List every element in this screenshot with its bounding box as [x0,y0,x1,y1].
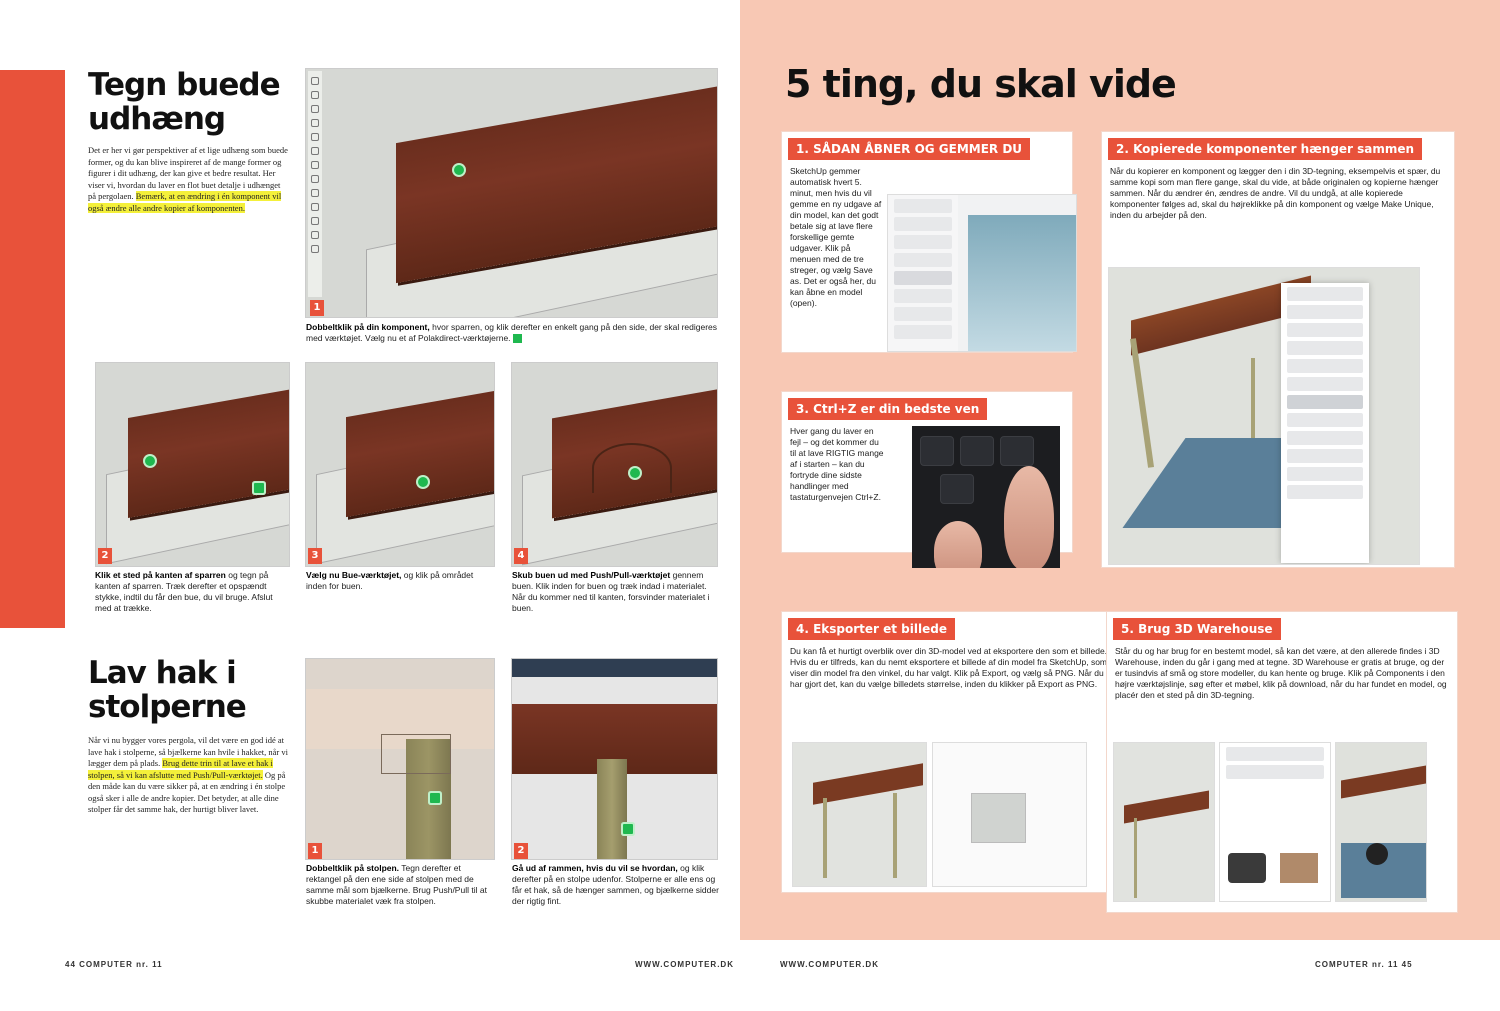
screenshot-step-2 [95,362,290,567]
accent-bar [0,70,65,628]
step3-caption: Vælg nu Bue-værktøjet, og klik på området inden for buen. [306,570,474,591]
keyboard-photo [912,426,1060,568]
footer-url-right: WWW.COMPUTER.DK [780,960,879,969]
tip-text: Når du kopierer en komponent og lægger den i din 3D-tegning, eksempelvis et spær, du samme kopi som man flere gange, skal du vide, at både originalen og kopierne hænger sammen. Når du ændrer én, ændres de andre. Vil du undgå, at alle kopierede komponenter følges ad, skal du højreklikke på din komponent og vælge Make Unique, inden du arbejder på den. [1110,166,1441,220]
step2-caption: Klik et sted på kanten af sparren og tegn på kanten af sparren. Træk derefter et opspændt stykke, indtil du får den bue, du vil bruge. Afslut med at trække. [95,570,273,613]
tip-card-3 [782,392,1072,552]
intro-text: Det er her vi gør perspektiver af et lige udhæng som buede former, og du kan blive inspireret af de mange former og figurer i dit udhæng, der kan give et bedre resultat. Her viser vi, hvordan du laver en flot buet detalje i udhænget på pergolaen. [88,145,288,201]
export-screenshot-dialog [932,742,1087,887]
tip-title: 3. Ctrl+Z er din bedste ven [788,398,987,420]
green-marker [454,165,464,175]
screenshot-step-3 [305,362,495,567]
warehouse-screenshot-result [1335,742,1427,902]
post-step1-caption: Dobbeltklik på stolpen. Tegn derefter et rektangel på den ene side af stolpen med de samme mål som bjælkerne. Brug Push/Pull til at skubbe materialet væk fra stolpen. [306,863,487,906]
section-title-notches: Lav hak i stolperne [88,655,246,725]
tip-text: Du kan få et hurtigt overblik over din 3D-model ved at eksportere den som et billede. Hvis du er tilfreds, kan du nemt eksportere et billede af din model fra SketchUp, som viser din model fra den vinkel, du har valgt. Klik på Export, og vælg så PNG. Når du har gjort det, kan du vælge billedets størrelse, inden du klikker på Export as PNG. [790,646,1108,689]
tip-text: Står du og har brug for en bestemt model, så kan det være, at den allerede findes i 3D Warehouse, inden du går i gang med at tegne. 3D Warehouse er gratis at bruge, og der er tusindvis af små og store modeller, du kan hente og bruge. Klik på Components i den højre værktøjslinje, søg efter et møbel, klik på download, når du har fundet en model, og placér den et sted på din 3D-tegning. [1115,646,1447,700]
page-title: 5 ting, du skal vide [785,62,1176,106]
tip-card-4 [782,612,1122,892]
screenshot-post-step-1 [305,658,495,860]
section-title-curved-overhang: Tegn buede udhæng [88,67,280,137]
footer-page-right: COMPUTER nr. 11 45 [1315,960,1413,969]
section1-intro [88,145,288,214]
tip-card-1 [782,132,1072,352]
step-number: 1 [310,300,324,316]
sketchup-menu-screenshot [887,194,1077,352]
screenshot-step-1 [305,68,718,318]
section2-intro: Når vi nu bygger vores pergola, vil det være en god idé at lave hak i stolperne, så bjælkerne kan hvile i hakket, når vi lægger dem på plads. Brug dette trin til at lave et hak i stolpen, så vi kan afslutte med Push/Pull-værktøjet. Og på den måde kan du være sikker på, at en ændring i én stolpe også sker i alle de andre kopier. Det betyder, at alle dine stolper får det samme hak, der hurtigt bliver lavet. [88,735,288,814]
step1-caption: Dobbeltklik på din komponent, hvor sparren, og klik derefter en enkelt gang på den side, der skal redigeres med værktøjet. Vælg nu et af Polakdirect-værktøjerne. [306,322,718,343]
left-page: Tegn buede udhæng Det er her vi gør perspektiver af et lige udhæng som buede former, og du kan blive inspireret af de mange former og figurer i dit udhæng, der kan give et bedre resultat. Her viser vi, hvordan du laver en flot buet detalje i udhænget på pergolaen. Bemærk, at en ændring i én komponent vil også ændre alle andre kopier af komponenten. 1 Dobbeltklik på din komponent, hvor sparren, og klik derefter en enkelt gang på den side, der skal redigeres med værktøjet. Vælg nu et af Polakdirect-værktøjerne. 2 Klik et sted på kanten af sparren og tegn på kanten af sparren. Træk derefter et opspændt stykke, indtil du får den bue, du vil bruge. Afslut med at trække. 3 Vælg nu Bue-værktøjet, og klik på området inden for buen. 4 Skub buen ud med Push/Pull-værktøjet gennem buen. Klik inden for buen og træk indad i materialet. Når du kommer ned til kanten, forsvinder materialet i buen. Lav hak i stolperne Når vi nu bygger vores pergola, vil det være en god idé at lave hak i stolperne, så bjælkerne kan hvile i hakket, når vi lægger dem på plads. Brug dette trin til at lave et hak i stolpen, så vi kan afslutte med Push/Pull-værktøjet. Og på den måde kan du være sikker på, at en ændring i én stolpe også sker i alle de andre kopier. Det betyder, at alle dine stolper får det samme hak, der hurtigt bliver lavet. 1 Dobbeltklik på stolpen. Tegn derefter et rektangel på den ene side af stolpen med de samme mål som bjælkerne. Brug Push/Pull til at skubbe materialet væk fra stolpen. 2 Gå ud af rammen, hvis du vil se hvordan, og klik derefter på en stolpe udenfor. Stolperne er alle ens og får et hak, så de hænger sammen, og bjælkerne sidder der rigtig fint. 44 COMPUTER nr. 11 WWW.COMPUTER.DK [0,0,740,1011]
warehouse-screenshot-search [1219,742,1331,902]
tip-title: 5. Brug 3D Warehouse [1113,618,1281,640]
tip-title: 4. Eksporter et billede [788,618,955,640]
tip-card-5 [1107,612,1457,912]
pergola-context-menu-screenshot [1108,267,1420,565]
intro-highlight: Bemærk, at en ændring i én komponent vil også ændre alle andre kopier af komponenten. [88,191,282,213]
export-screenshot-model [792,742,927,887]
tip-title: 2. Kopierede komponenter hænger sammen [1108,138,1422,160]
step4-caption: Skub buen ud med Push/Pull-værktøjet gennem buen. Klik inden for buen og træk indad i materialet. Når du kommer ned til kanten, forsvinder materialet i buen. [512,570,710,613]
warehouse-screenshot-model [1113,742,1215,902]
screenshot-step-4 [511,362,718,567]
green-marker-icon [513,334,522,343]
right-page [740,0,1500,940]
tip-text: SketchUp gemmer automatisk hvert 5. minut, men hvis du vil gemme en ny udgave af din model, kan det godt betale sig at lave flere forskellige gemte udgaver. Klik på menuen med de tre streger, og vælg Save as. Det er også her, du kan åbne en model (open). [790,166,882,308]
post-step2-caption: Gå ud af rammen, hvis du vil se hvordan, og klik derefter på en stolpe udenfor. Stolperne er alle ens og får et hak, så de hænger sammen, og bjælkerne sidder der rigtig fint. [512,863,719,906]
tip-text: Hver gang du laver en fejl – og det kommer du til at lave RIGTIG mange af i starten – kan du fortryde dine sidste handlinger med tastaturgenvejen Ctrl+Z. [790,426,884,502]
footer-url-left: WWW.COMPUTER.DK [635,960,734,969]
footer-page-left: 44 COMPUTER nr. 11 [65,960,163,969]
tip-card-2 [1102,132,1454,567]
sketchup-toolbar [308,71,322,297]
screenshot-post-step-2 [511,658,718,860]
tip-title: 1. SÅDAN ÅBNER OG GEMMER DU [788,138,1030,160]
